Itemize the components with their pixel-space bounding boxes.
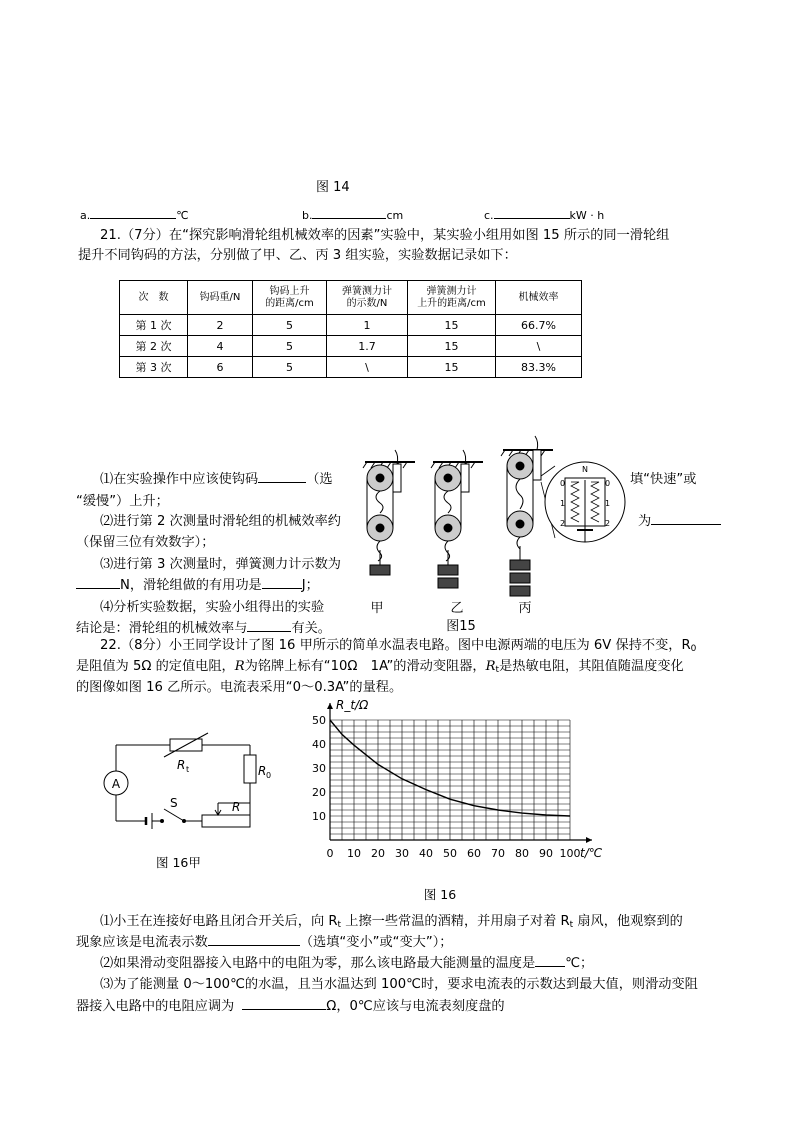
- rt-sub: t: [186, 765, 190, 774]
- q22-p1-end: 现象应该是电流表示数 （选填“变小”或“变大”）；: [76, 935, 453, 950]
- table-cell: 1.7: [327, 336, 408, 357]
- switch-s: [164, 809, 184, 821]
- scale-tick-1: 1: [560, 499, 566, 508]
- table-cell: \: [327, 357, 408, 378]
- scale-tick-0-right: 0: [605, 479, 611, 488]
- q21-p1-cont: 填“快速”或: [630, 472, 697, 487]
- table-header-cell: 弹簧测力计 的示数/N: [327, 281, 408, 315]
- table-cell: 2: [188, 315, 253, 336]
- scale-tick-0: 0: [560, 479, 566, 488]
- table-cell: 15: [408, 357, 496, 378]
- fig16a-caption: 图 16甲: [156, 855, 201, 870]
- x-tick-label: 20: [371, 847, 385, 860]
- table-cell: 83.3%: [496, 357, 582, 378]
- spring-scale-zoom: [545, 462, 625, 542]
- pulley-setup-bing: [501, 436, 555, 596]
- q21-p2-cont: 为: [638, 510, 721, 529]
- fig14-b: [302, 206, 403, 222]
- scale-tick-2: 2: [560, 519, 566, 528]
- data-table: [119, 280, 582, 378]
- q22-line-3: 的图像如图 16 乙所示。电流表采用“0～0.3A”的量程。: [76, 680, 403, 695]
- x-tick-label: 60: [467, 847, 481, 860]
- y-tick-label: 30: [312, 762, 326, 775]
- answer-blank-c[interactable]: [494, 206, 570, 219]
- q21-p2: ⑵进行第 2 次测量时滑轮组的机械效率约: [100, 514, 341, 529]
- table-cell: 第 3 次: [120, 357, 188, 378]
- y-tick-label: 10: [312, 810, 326, 823]
- table-cell: \: [496, 336, 582, 357]
- setup-label-bing: 丙: [518, 601, 532, 616]
- table-cell: 5: [253, 315, 327, 336]
- table-header-cell: 次 数: [120, 281, 188, 315]
- y-tick-label: 50: [312, 714, 326, 727]
- q22-p3-end: 器接入电路中的电阻应调为 Ω，0℃应该与电流表刻度盘的: [76, 999, 505, 1014]
- thermistor-graph: [300, 695, 610, 900]
- y-tick-label: 20: [312, 786, 326, 799]
- q21-p4-end: 结论是：滑轮组的机械效率与 有关。: [76, 621, 331, 636]
- table-row: [120, 357, 582, 378]
- table-cell: 第 2 次: [120, 336, 188, 357]
- answer-blank-efficiency[interactable]: [651, 512, 721, 525]
- table-cell: 5: [253, 336, 327, 357]
- answer-blank-a[interactable]: [90, 206, 176, 219]
- q21-p3: ⑶进行第 3 次测量时，弹簧测力计示数为: [100, 557, 341, 572]
- answer-blank-speed[interactable]: [258, 470, 306, 483]
- y-axis-arrow: [327, 703, 333, 709]
- switch-label: S: [170, 796, 178, 810]
- answer-blank-b[interactable]: [312, 206, 386, 219]
- q22-p2: ⑵如果滑动变阻器接入电路中的电阻为零，那么该电路最大能测量的温度是 ℃；: [100, 956, 594, 971]
- fig14-b-unit: cm: [386, 209, 404, 222]
- table-cell: 4: [188, 336, 253, 357]
- table-cell: 第 1 次: [120, 315, 188, 336]
- fig14-c-unit: kW · h: [569, 209, 605, 222]
- resistor-r0: [244, 755, 256, 783]
- chart-grid: [330, 720, 570, 840]
- x-tick-label: 0: [326, 847, 334, 860]
- ammeter-label: A: [111, 777, 121, 791]
- q21-intro-1: 21.（7分）在“探究影响滑轮组机械效率的因素”实验中，某实验小组用如图 15 所示的同一滑轮组: [100, 228, 670, 243]
- fig14-caption: 图 14: [316, 180, 350, 195]
- setup-label-jia: 甲: [370, 601, 384, 616]
- q21-p4: ⑷分析实验数据，实验小组得出的实验: [100, 600, 325, 615]
- table-header-cell: 钩码重/N: [188, 281, 253, 315]
- chart-xlabel: t/℃: [580, 846, 603, 860]
- x-tick-label: 80: [515, 847, 529, 860]
- x-tick-label: 30: [395, 847, 409, 860]
- scale-tick-1-right: 1: [605, 499, 611, 508]
- fig14-c: [484, 206, 604, 222]
- r-label: R: [232, 800, 241, 814]
- table-row: [120, 315, 582, 336]
- pulley-setup-yi: [431, 450, 483, 588]
- pulley-figure: [355, 420, 627, 634]
- table-cell: 66.7%: [496, 315, 582, 336]
- rheostat-r: [202, 815, 250, 827]
- chart-ylabel: R_t/Ω: [336, 698, 369, 712]
- scale-unit-label: N: [582, 465, 588, 474]
- answer-blank-factor[interactable]: [247, 619, 291, 632]
- table-cell: 15: [408, 315, 496, 336]
- q21-p1: ⑴在实验操作中应该使钩码 （选: [100, 472, 333, 487]
- table-header-cell: 机械效率: [496, 281, 582, 315]
- x-tick-label: 70: [491, 847, 505, 860]
- table-cell: 1: [327, 315, 408, 336]
- table-header-row: [120, 281, 582, 315]
- q21-p2-end: （保留三位有效数字）；: [76, 535, 215, 550]
- scale-tick-2-right: 2: [605, 519, 611, 528]
- q22-p3: ⑶为了能测量 0～100℃的水温，且当水温达到 100℃时，要求电流表的示数达到最大值，则滑动变阻: [100, 977, 698, 992]
- chart-tick-labels: [312, 714, 581, 860]
- q21-p3-end: N，滑轮组做的有用功是 J；: [76, 574, 319, 593]
- r0-label: R: [258, 764, 267, 778]
- setup-label-yi: 乙: [450, 601, 464, 616]
- fig14-a: [80, 206, 189, 222]
- x-tick-label: 90: [539, 847, 553, 860]
- q21-intro-2: 提升不同钩码的方法，分别做了甲、乙、丙 3 组实验，实验数据记录如下：: [78, 248, 517, 263]
- q22-p1: ⑴小王在连接好电路且闭合开关后，向 $R_t$ 上擦一些常温的酒精，并用扇子对着 $R_t$ 扇风，他观察到的: [100, 914, 683, 930]
- fig14-b-prefix: b.: [302, 209, 313, 222]
- table-cell: 6: [188, 357, 253, 378]
- q22-line-1: 22.（8分）小王同学设计了图 16 甲所示的简单水温表电路。图中电源两端的电压为 6V 保持不变，$R_0$: [100, 638, 697, 654]
- x-tick-label: 10: [347, 847, 361, 860]
- x-tick-label: 40: [419, 847, 433, 860]
- fig14-c-prefix: c.: [484, 209, 494, 222]
- table-cell: 15: [408, 336, 496, 357]
- chart-title: 图 16: [423, 887, 457, 902]
- answer-blank-force[interactable]: [76, 576, 120, 589]
- rt-label: R: [177, 758, 186, 772]
- fig14-a-unit: ℃: [176, 209, 189, 222]
- q22-line-2: 是阻值为 5Ω 的定值电阻，R为铭牌上标有“10Ω 1A”的滑动变阻器，$R_t$是热敏电阻，其阻值随温度变化: [76, 659, 684, 675]
- answer-blank-work[interactable]: [262, 576, 302, 589]
- table-cell: 5: [253, 357, 327, 378]
- table-header-cell: 钩码上升 的距离/cm: [253, 281, 327, 315]
- x-tick-label: 100: [559, 847, 581, 860]
- fig15-caption: 图15: [446, 619, 476, 634]
- pulley-setup-jia: [363, 450, 415, 575]
- q21-p1-end: “缓慢”）上升；: [76, 494, 169, 509]
- x-tick-label: 50: [443, 847, 457, 860]
- fig14-a-prefix: a.: [80, 209, 91, 222]
- answer-blank-resistance[interactable]: [242, 997, 326, 1010]
- answer-blank-temp[interactable]: [535, 954, 565, 967]
- x-axis-arrow: [586, 837, 592, 843]
- y-tick-label: 40: [312, 738, 326, 751]
- answer-blank-current[interactable]: [208, 933, 300, 946]
- table-row: [120, 336, 582, 357]
- table-header-cell: 弹簧测力计 上升的距离/cm: [408, 281, 496, 315]
- r0-sub: 0: [266, 771, 272, 780]
